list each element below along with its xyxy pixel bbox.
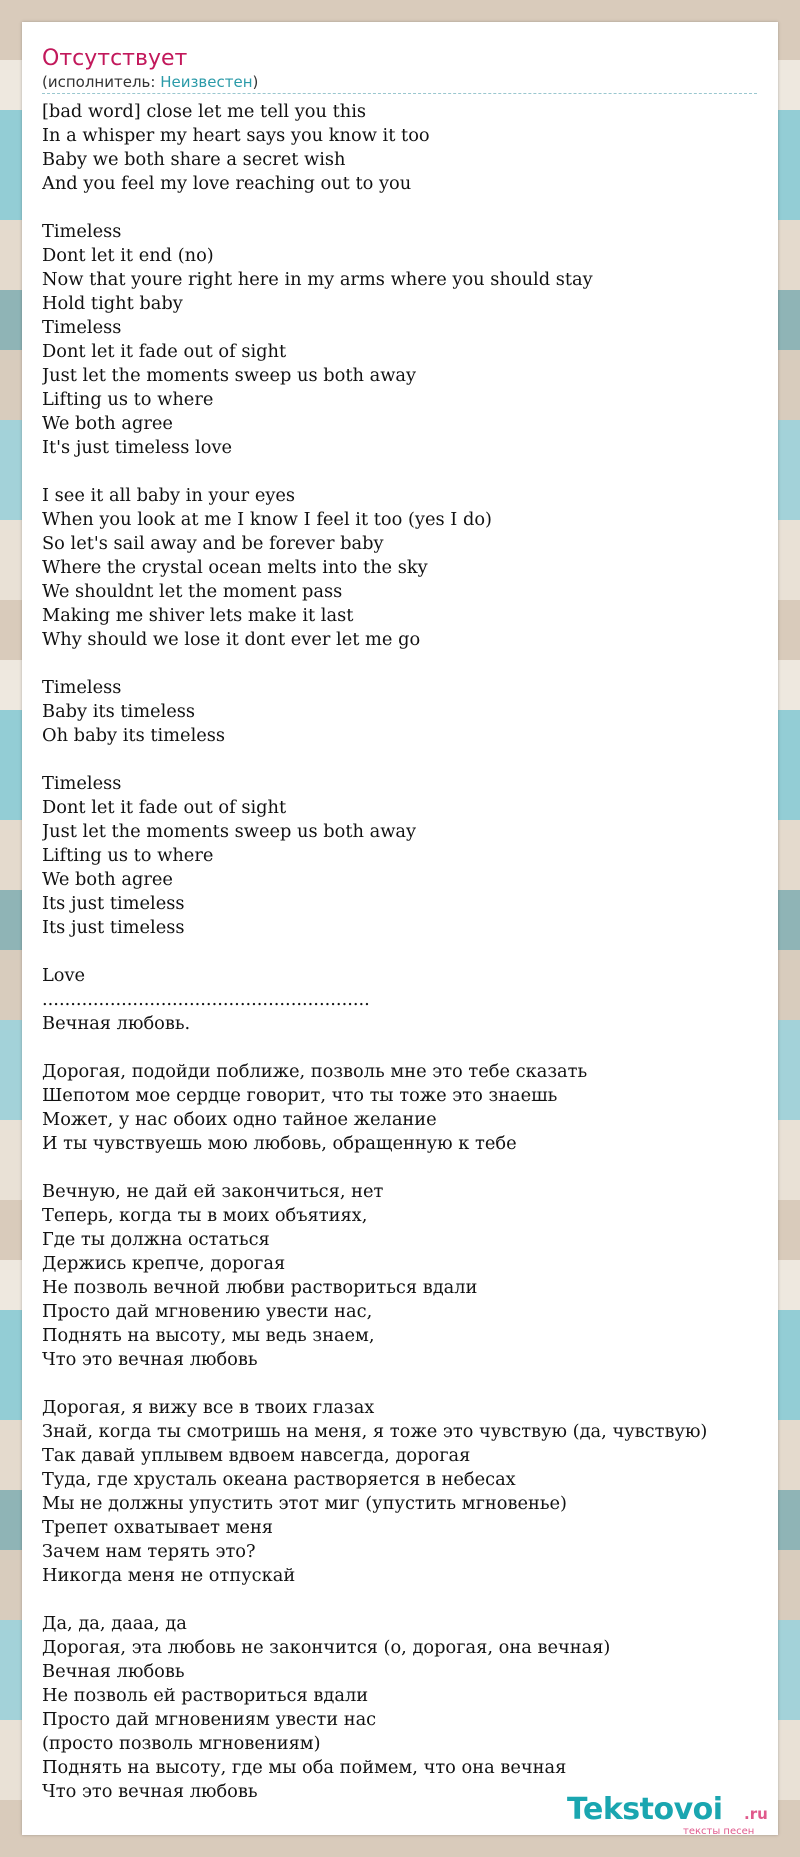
logo-tagline: тексты песен bbox=[683, 1826, 755, 1837]
song-title: Отсутствует bbox=[42, 46, 188, 71]
site-logo[interactable] bbox=[567, 1792, 772, 1842]
logo-wordmark: Tekstovoi bbox=[567, 1792, 723, 1827]
lyrics-text: [bad word] close let me tell you this In a whisper my heart says you know it too Baby we both share a secret wish And you feel my love reaching out to you Timeless Dont let it end (no) Now that youre right here in my arms where you should stay Hold tight baby Timeless Dont let it fade out of sight Just let the moments sweep us both away Lifting us to where We both agree It's just timeless love I see it all baby in your eyes When you look at me I know I feel it too (yes I do) So let's sail away and be forever baby Where the crystal ocean melts into the sky We shouldnt let the moment pass Making me shiver lets make it last Why should we lose it dont ever let me go Timeless Baby its timeless Oh baby its timeless Timeless Dont let it fade out of sight Just let the moments sweep us both away Lifting us to where We both agree Its just timeless Its just timeless Love .......................................................... Вечная любовь. Дорогая, подойди поближе, позволь мне это тебе сказать Шепотом мое сердце говорит, что ты тоже это знаешь Может, у нас обоих одно тайное желание И ты чувствуешь мою любовь, обращенную к тебе Вечную, не дай ей закончиться, нет Теперь, когда ты в моих объятиях, Где ты должна остаться Держись крепче, дорогая Не позволь вечной любви раствориться вдали Просто дай мгновению увести нас, Поднять на высоту, мы ведь знаем, Что это вечная любовь Дорогая, я вижу все в твоих глазах Знай, когда ты смотришь на меня, я тоже это чувствую (да, чувствую) Так давай уплывем вдвоем навсегда, дорогая Туда, где хрусталь океана растворяется в небесах Мы не должны упустить этот миг (упустить мгновенье) Трепет охватывает меня Зачем нам терять это? Никогда меня не отпускай Да, да, дааа, да Дорогая, эта любовь не закончится (о, дорогая, она вечная) Вечная любовь Не позволь ей раствориться вдали Просто дай мгновениям увести нас (просто позволь мгновениям) Поднять на высоту, где мы оба поймем, что она вечная Что это вечная любовь bbox=[42, 101, 708, 1802]
artist-prefix: (исполнитель: bbox=[42, 73, 161, 91]
content-card bbox=[22, 22, 778, 1835]
logo-domain: .ru bbox=[744, 1805, 768, 1823]
artist-suffix: ) bbox=[252, 73, 259, 91]
artist-line bbox=[42, 72, 757, 94]
artist-link[interactable]: Неизвестен bbox=[160, 73, 253, 91]
